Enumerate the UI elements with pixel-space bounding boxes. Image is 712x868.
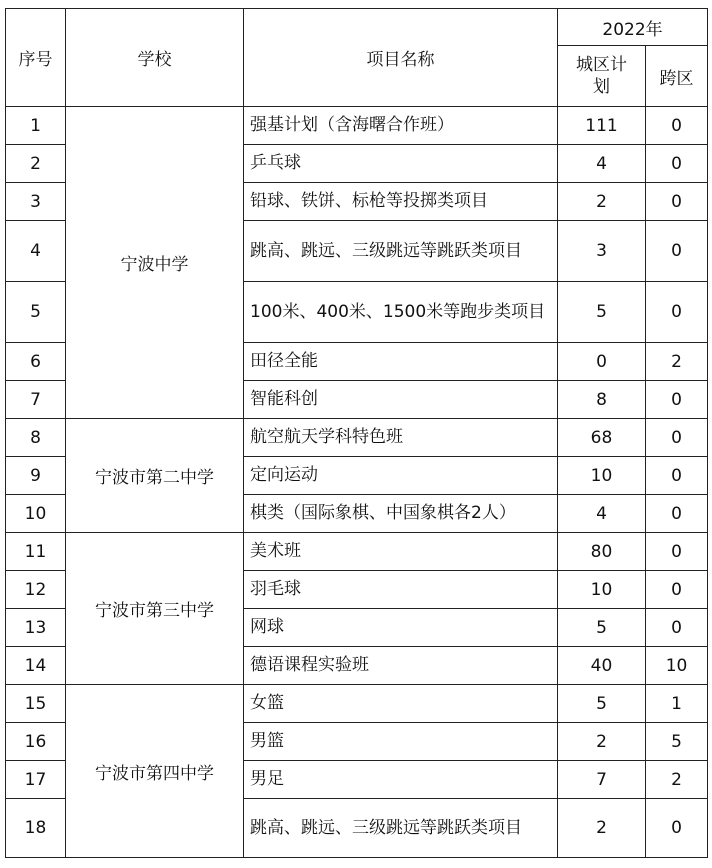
city-plan-value: 68 bbox=[558, 419, 646, 457]
cross-district-value: 2 bbox=[646, 761, 708, 799]
cross-district-value: 0 bbox=[646, 609, 708, 647]
cross-district-value: 0 bbox=[646, 457, 708, 495]
header-city-plan: 城区计划 bbox=[558, 46, 646, 107]
project-name: 网球 bbox=[244, 609, 558, 647]
project-name: 强基计划（含海曙合作班） bbox=[244, 107, 558, 145]
city-plan-value: 2 bbox=[558, 799, 646, 858]
cross-district-value: 0 bbox=[646, 145, 708, 183]
city-plan-value: 2 bbox=[558, 723, 646, 761]
cross-district-value: 0 bbox=[646, 183, 708, 221]
cross-district-value: 5 bbox=[646, 723, 708, 761]
project-name: 铅球、铁饼、标枪等投掷类项目 bbox=[244, 183, 558, 221]
school-cell: 宁波市第二中学 bbox=[66, 419, 244, 533]
city-plan-value: 111 bbox=[558, 107, 646, 145]
city-plan-value: 40 bbox=[558, 647, 646, 685]
project-name: 跳高、跳远、三级跳远等跳跃类项目 bbox=[244, 799, 558, 858]
row-seq: 16 bbox=[6, 723, 66, 761]
city-plan-value: 5 bbox=[558, 685, 646, 723]
header-cross-district: 跨区 bbox=[646, 46, 708, 107]
cross-district-value: 10 bbox=[646, 647, 708, 685]
row-seq: 4 bbox=[6, 221, 66, 282]
cross-district-value: 0 bbox=[646, 495, 708, 533]
city-plan-value: 3 bbox=[558, 221, 646, 282]
row-seq: 11 bbox=[6, 533, 66, 571]
project-name: 美术班 bbox=[244, 533, 558, 571]
row-seq: 2 bbox=[6, 145, 66, 183]
project-name: 女篮 bbox=[244, 685, 558, 723]
project-name: 定向运动 bbox=[244, 457, 558, 495]
row-seq: 15 bbox=[6, 685, 66, 723]
school-cell: 宁波市第三中学 bbox=[66, 533, 244, 685]
city-plan-value: 80 bbox=[558, 533, 646, 571]
city-plan-value: 8 bbox=[558, 381, 646, 419]
city-plan-value: 4 bbox=[558, 145, 646, 183]
project-name: 智能科创 bbox=[244, 381, 558, 419]
city-plan-value: 2 bbox=[558, 183, 646, 221]
project-name: 男足 bbox=[244, 761, 558, 799]
project-name: 乒乓球 bbox=[244, 145, 558, 183]
row-seq: 9 bbox=[6, 457, 66, 495]
city-plan-value: 10 bbox=[558, 571, 646, 609]
header-seq: 序号 bbox=[6, 9, 66, 107]
city-plan-value: 0 bbox=[558, 343, 646, 381]
cross-district-value: 0 bbox=[646, 282, 708, 343]
row-seq: 13 bbox=[6, 609, 66, 647]
cross-district-value: 0 bbox=[646, 381, 708, 419]
row-seq: 10 bbox=[6, 495, 66, 533]
row-seq: 17 bbox=[6, 761, 66, 799]
project-name: 田径全能 bbox=[244, 343, 558, 381]
city-plan-value: 10 bbox=[558, 457, 646, 495]
cross-district-value: 0 bbox=[646, 107, 708, 145]
project-name: 羽毛球 bbox=[244, 571, 558, 609]
project-name: 男篮 bbox=[244, 723, 558, 761]
cross-district-value: 2 bbox=[646, 343, 708, 381]
header-school: 学校 bbox=[66, 9, 244, 107]
city-plan-value: 5 bbox=[558, 609, 646, 647]
cross-district-value: 1 bbox=[646, 685, 708, 723]
row-seq: 1 bbox=[6, 107, 66, 145]
row-seq: 8 bbox=[6, 419, 66, 457]
header-project: 项目名称 bbox=[244, 9, 558, 107]
school-cell: 宁波中学 bbox=[66, 107, 244, 419]
cross-district-value: 0 bbox=[646, 571, 708, 609]
row-seq: 5 bbox=[6, 282, 66, 343]
project-name: 德语课程实验班 bbox=[244, 647, 558, 685]
row-seq: 7 bbox=[6, 381, 66, 419]
cross-district-value: 0 bbox=[646, 799, 708, 858]
project-name: 跳高、跳远、三级跳远等跳跃类项目 bbox=[244, 221, 558, 282]
enrollment-plan-table bbox=[5, 8, 708, 858]
cross-district-value: 0 bbox=[646, 419, 708, 457]
project-name: 100米、400米、1500米等跑步类项目 bbox=[244, 282, 558, 343]
header-year: 2022年 bbox=[558, 9, 708, 46]
cross-district-value: 0 bbox=[646, 221, 708, 282]
row-seq: 14 bbox=[6, 647, 66, 685]
city-plan-value: 7 bbox=[558, 761, 646, 799]
cross-district-value: 0 bbox=[646, 533, 708, 571]
row-seq: 3 bbox=[6, 183, 66, 221]
row-seq: 18 bbox=[6, 799, 66, 858]
row-seq: 6 bbox=[6, 343, 66, 381]
project-name: 棋类（国际象棋、中国象棋各2人） bbox=[244, 495, 558, 533]
city-plan-value: 4 bbox=[558, 495, 646, 533]
project-name: 航空航天学科特色班 bbox=[244, 419, 558, 457]
row-seq: 12 bbox=[6, 571, 66, 609]
school-cell: 宁波市第四中学 bbox=[66, 685, 244, 858]
city-plan-value: 5 bbox=[558, 282, 646, 343]
